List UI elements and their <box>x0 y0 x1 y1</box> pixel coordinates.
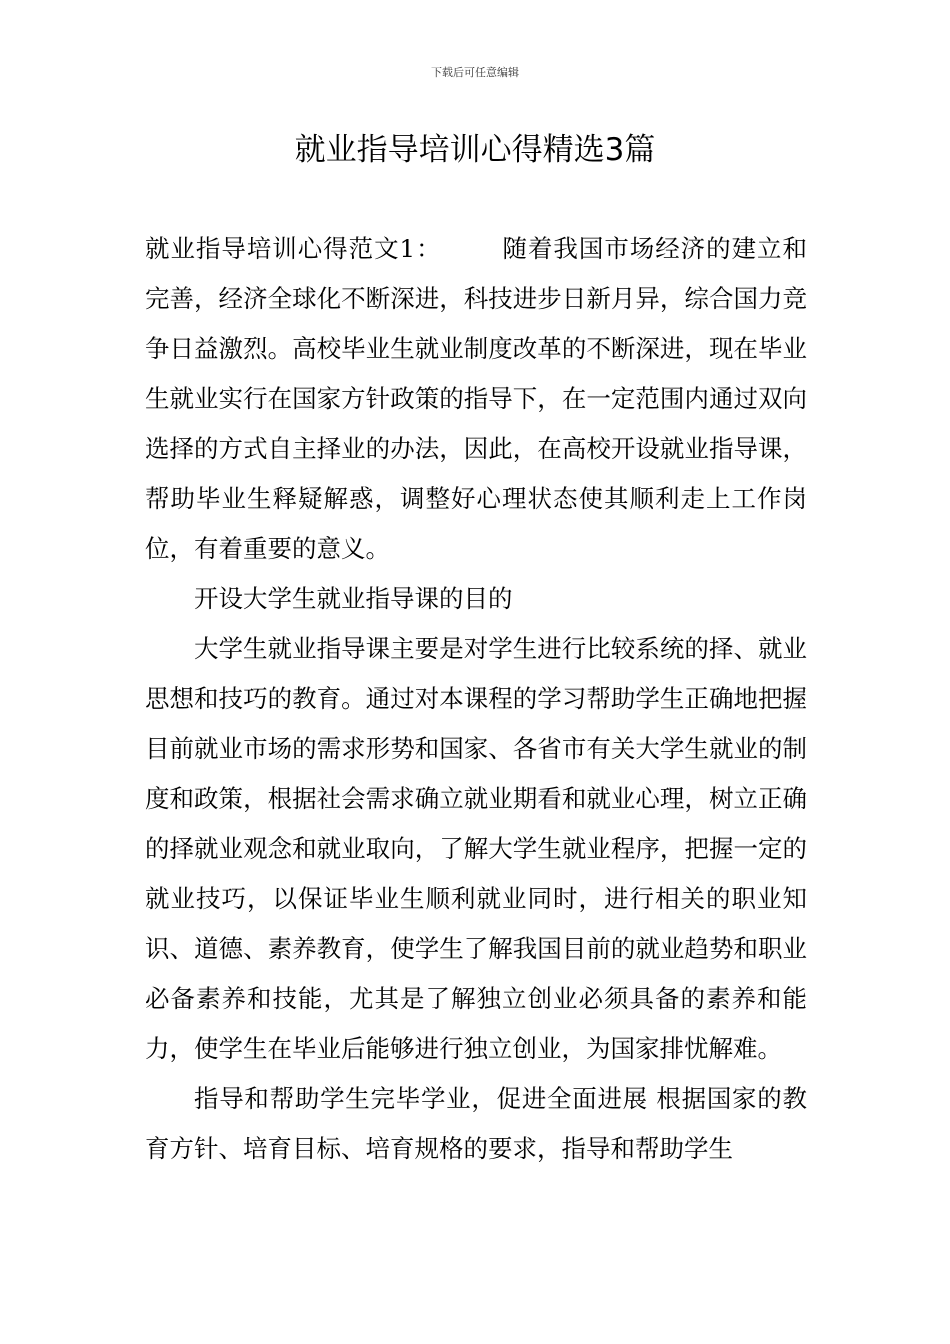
paragraph-purpose: 大学生就业指导课主要是对学生进行比较系统的择、就业思想和技巧的教育。通过对本课程的学习帮助学生正确地把握目前就业市场的需求形势和国家、各省市有关大学生就业的制度和政策，根据社会需求确立就业期看和就业心理，树立正确的择就业观念和就业取向，了解大学生就业程序，把握一定的就业技巧，以保证毕业生顺利就业同时，进行相关的职业知识、道德、素养教育，使学生了解我国目前的就业趋势和职业必备素养和技能，尤其是了解独立创业必须具备的素养和能力，使学生在毕业后能够进行独立创业，为国家排忧解难。 <box>145 634 807 1063</box>
paragraph-guidance: 指导和帮助学生完毕学业，促进全面进展 根据国家的教育方针、培育目标、培育规格的要求，指导和帮助学生 <box>145 1084 807 1163</box>
document-body <box>145 224 807 1174</box>
section-heading-purpose: 开设大学生就业指导课的目的 <box>194 584 513 613</box>
paragraph-intro-lead: 就业指导培训心得范文1： <box>145 234 442 263</box>
document-title: 就业指导培训心得精选3篇 <box>294 132 656 168</box>
paragraph-intro-text: 随着我国市场经济的建立和完善，经济全球化不断深进，科技进步日新月异，综合国力竞争日益激烈。高校毕业生就业制度改革的不断深进，现在毕业生就业实行在国家方针政策的指导下，在一定范围内通过双向选择的方式自主择业的办法，因此，在高校开设就业指导课，帮助毕业生释疑解惑，调整好心理状态使其顺利走上工作岗位，有着重要的意义。 <box>145 234 807 563</box>
header-note: 下载后可任意编辑 <box>431 66 519 79</box>
paragraph-intro <box>145 224 807 574</box>
